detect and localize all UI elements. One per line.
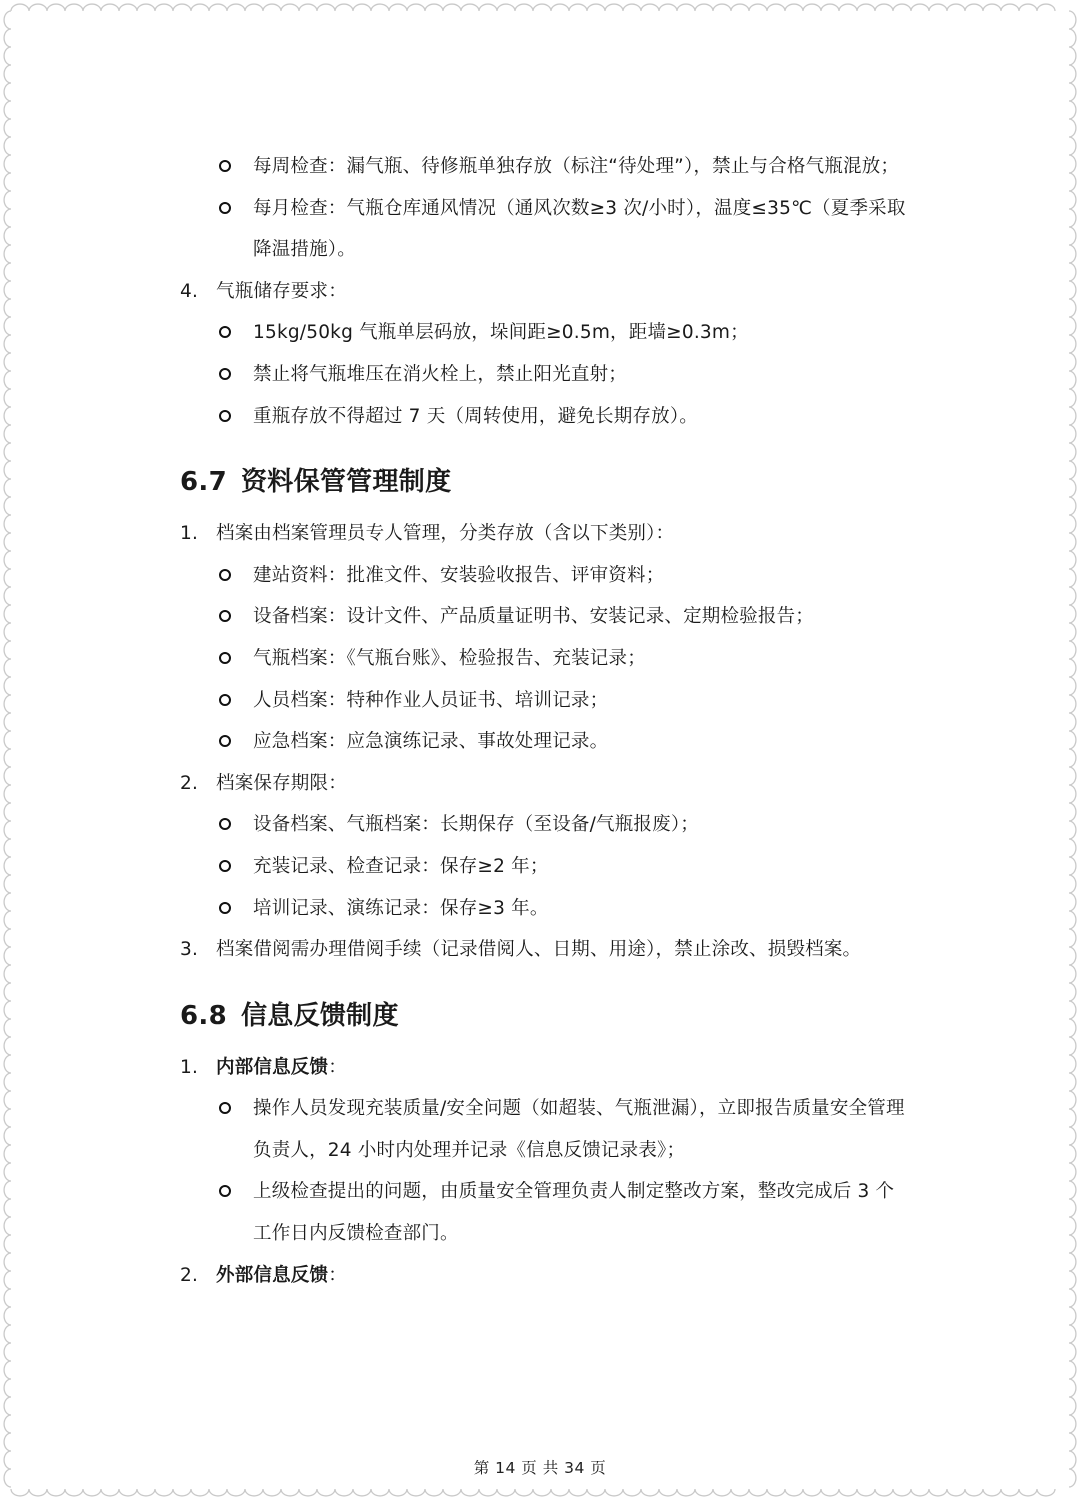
list-item: 充装记录、检查记录：保存≥2 年； [180,846,910,888]
numbered-item-storage-requirements: 4. 气瓶储存要求： [180,280,347,302]
hollow-bullet-icon [219,326,231,338]
hollow-bullet-icon [219,1185,231,1197]
list-item: 培训记录、演练记录：保存≥3 年。 [180,888,910,930]
numbered-item-internal-feedback: 1. 内部信息反馈： [180,1056,347,1078]
numbered-item: 2. 档案保存期限： [180,772,347,794]
hollow-bullet-icon [219,368,231,380]
list-item: 设备档案：设计文件、产品质量证明书、安装记录、定期检验报告； [180,596,910,638]
list-item: 禁止将气瓶堆压在消火栓上，禁止阳光直射； [180,354,910,396]
list-item: 人员档案：特种作业人员证书、培训记录； [180,680,910,722]
hollow-bullet-icon [219,818,231,830]
hollow-bullet-icon [219,160,231,172]
hollow-bullet-icon [219,860,231,872]
hollow-bullet-icon [219,410,231,422]
hollow-bullet-icon [219,735,231,747]
numbered-item: 1. 档案由档案管理员专人管理，分类存放（含以下类别）： [180,523,675,545]
list-item: 重瓶存放不得超过 7 天（周转使用，避免长期存放）。 [180,396,910,438]
section-heading-6-7: 6.7 资料保管管理制度 [180,467,452,498]
numbered-item: 3. 档案借阅需办理借阅手续（记录借阅人、日期、用途），禁止涂改、损毁档案。 [180,939,862,961]
list-item: 建站资料：批准文件、安装验收报告、评审资料； [180,555,910,597]
hollow-bullet-icon [219,610,231,622]
numbered-item-external-feedback: 2. 外部信息反馈： [180,1264,347,1286]
hollow-bullet-icon [219,902,231,914]
list-item: 每周检查：漏气瓶、待修瓶单独存放（标注“待处理”），禁止与合格气瓶混放； [180,146,910,188]
hollow-bullet-icon [219,694,231,706]
document-body [180,146,910,1296]
list-item: 设备档案、气瓶档案：长期保存（至设备/气瓶报废）； [180,804,910,846]
list-item: 上级检查提出的问题，由质量安全管理负责人制定整改方案，整改完成后 3 个工作日内反馈检查部门。 [180,1171,910,1254]
page-number-footer: 第 14 页 共 34 页 [473,1459,607,1477]
hollow-bullet-icon [219,202,231,214]
hollow-bullet-icon [219,1102,231,1114]
hollow-bullet-icon [219,652,231,664]
section-heading-6-8: 6.8 信息反馈制度 [180,1000,399,1031]
list-item: 每月检查：气瓶仓库通风情况（通风次数≥3 次/小时），温度≤35℃（夏季采取降温措施）。 [180,188,910,271]
list-item: 气瓶档案：《气瓶台账》、检验报告、充装记录； [180,638,910,680]
list-item: 15kg/50kg 气瓶单层码放，垛间距≥0.5m，距墙≥0.3m； [180,312,910,354]
hollow-bullet-icon [219,569,231,581]
list-item: 应急档案：应急演练记录、事故处理记录。 [180,721,910,763]
list-item: 操作人员发现充装质量/安全问题（如超装、气瓶泄漏），立即报告质量安全管理负责人，24 小时内处理并记录《信息反馈记录表》； [180,1088,910,1171]
